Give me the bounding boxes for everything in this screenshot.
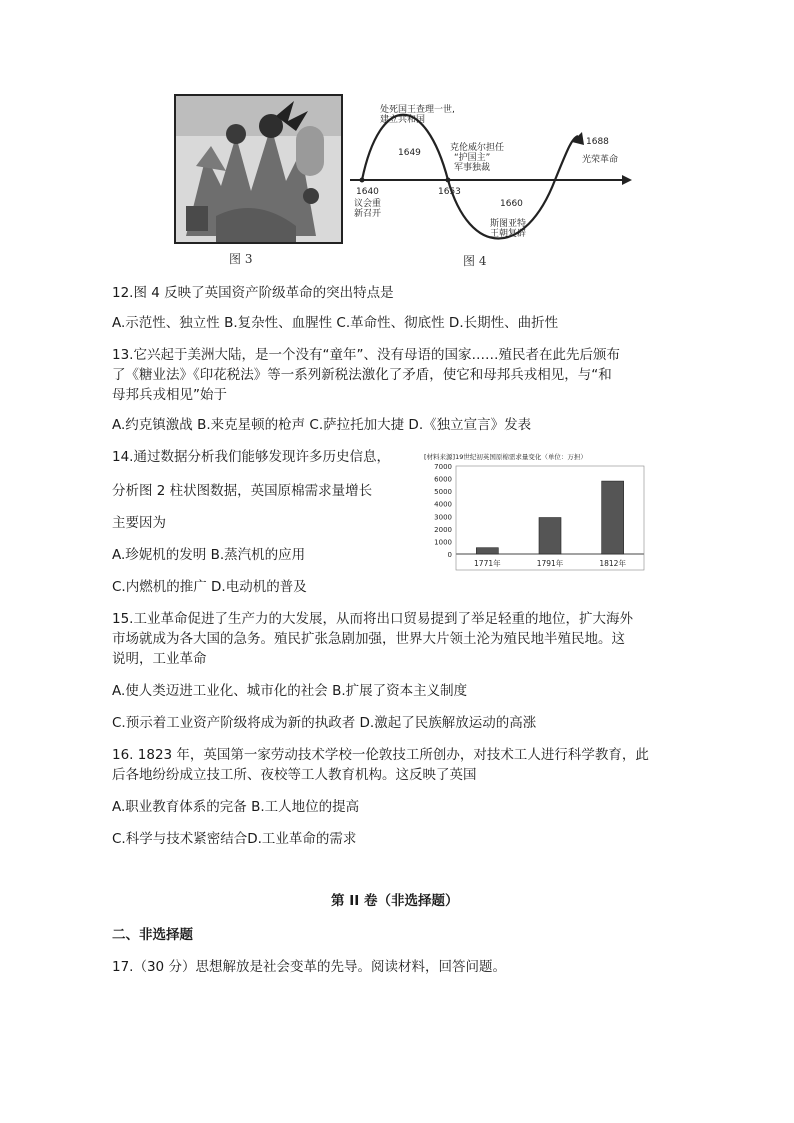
q14-stem-line-2: 分析图 2 柱状图数据，英国原棉需求量增长 <box>112 483 373 499</box>
y-tick-label: 6000 <box>434 475 452 484</box>
chart-title: [材料来源]19世纪初英国原棉需求量变化（单位：万担） <box>424 453 587 461</box>
q15-stem-line-3: 说明，工业革命 <box>112 651 207 667</box>
section-heading: 二、非选择题 <box>112 927 193 943</box>
q17-stem: 17.（30 分）思想解放是社会变革的先导。阅读材料，回答问题。 <box>112 959 506 975</box>
timeline-axis-arrow <box>622 175 632 185</box>
figure-3-caption: 图 3 <box>229 252 253 266</box>
section-title: 第 II 卷（非选择题） <box>331 893 459 909</box>
point-1640-label-2: 新召开 <box>354 209 382 219</box>
point-1660-year: 1660 <box>500 199 523 209</box>
q14-options-line-2: C.内燃机的推广 D.电动机的普及 <box>112 579 307 595</box>
q16-stem-line-2: 后各地纷纷成立技工所、夜校等工人教育机构。这反映了英国 <box>112 767 477 783</box>
x-tick-label: 1791年 <box>536 559 564 568</box>
q15-stem-line-2: 市场就成为各大国的急务。殖民扩张急剧加强，世界大片领土沦为殖民地半殖民地。这 <box>112 631 625 647</box>
y-tick-label: 7000 <box>434 463 452 471</box>
point-1649-label-2: 建立共和国 <box>380 115 426 125</box>
q15-options-line-1: A.使人类迈进工业化、城市化的社会 B.扩展了资本主义制度 <box>112 683 468 699</box>
figure-4-caption: 图 4 <box>463 254 487 268</box>
q15-options-line-2: C.预示着工业资产阶级将成为新的执政者 D.激起了民族解放运动的高涨 <box>112 715 537 731</box>
point-1653-year: 1653 <box>438 187 461 197</box>
y-tick-label: 1000 <box>434 538 452 547</box>
bar-1812年 <box>602 481 624 554</box>
point-1660-label-2: 王朝复辟 <box>490 229 527 239</box>
q14-options-line-1: A.珍妮机的发明 B.蒸汽机的应用 <box>112 547 306 563</box>
q13-options: A.约克镇激战 B.来克星顿的枪声 C.萨拉托加大捷 D.《独立宣言》发表 <box>112 417 532 433</box>
q13-stem-line-1: 13.它兴起于美洲大陆，是一个没有“童年”、没有母语的国家……殖民者在此先后颁布 <box>112 347 620 363</box>
q16-options-line-1: A.职业教育体系的完备 B.工人地位的提高 <box>112 799 360 815</box>
q15-stem-line-1: 15.工业革命促进了生产力的大发展，从而将出口贸易提到了举足轻重的地位，扩大海外 <box>112 611 633 627</box>
y-tick-label: 5000 <box>434 488 452 497</box>
q16-stem-line-1: 16. 1823 年，英国第一家劳动技术学校一伦敦技工所创办，对技术工人进行科学教育，此 <box>112 747 649 763</box>
y-tick-label: 0 <box>447 551 452 559</box>
point-1653-label-2: “护国主” <box>454 153 491 163</box>
point-1688-label: 光荣革命 <box>582 155 619 165</box>
q14-stem-line-1: 14.通过数据分析我们能够发现许多历史信息， <box>112 449 390 465</box>
cotton-demand-bar-chart <box>420 450 650 576</box>
point-1688-year: 1688 <box>586 137 609 147</box>
point-1640-label-1: 议会重 <box>354 199 382 209</box>
q14-stem-line-3: 主要因为 <box>112 515 166 531</box>
bar-1791年 <box>539 518 561 554</box>
q12-options: A.示范性、独立性 B.复杂性、血腥性 C.革命性、彻底性 D.长期性、曲折性 <box>112 315 559 331</box>
q13-stem-line-2: 了《糖业法》《印花税法》等一系列新税法激化了矛盾，使它和母邦兵戎相见，与“和 <box>112 367 612 383</box>
q12-stem: 12.图 4 反映了英国资产阶级革命的突出特点是 <box>112 285 394 301</box>
x-tick-label: 1812年 <box>599 559 626 568</box>
timeline-wave <box>362 115 578 239</box>
y-tick-label: 3000 <box>434 513 452 522</box>
y-tick-label: 4000 <box>434 500 452 509</box>
bar-1771年 <box>476 548 498 554</box>
chart-svg <box>420 450 650 576</box>
q16-options-line-2: C.科学与技术紧密结合D.工业革命的需求 <box>112 831 357 847</box>
point-1653-label-1: 克伦威尔担任 <box>450 143 505 153</box>
point-1660-label-1: 斯图亚特 <box>490 219 527 229</box>
point-1649-label-1: 处死国王查理一世, <box>380 105 455 115</box>
q13-stem-line-3: 母邦兵戎相见”始于 <box>112 387 227 403</box>
point-1653-label-3: 军事独裁 <box>454 163 491 173</box>
point-1640-year: 1640 <box>356 187 379 197</box>
y-tick-label: 2000 <box>434 525 452 534</box>
x-tick-label: 1771年 <box>474 559 501 568</box>
figure-4-timeline <box>350 98 650 248</box>
figure-3-illustration <box>174 94 343 244</box>
point-1649-year: 1649 <box>398 148 421 158</box>
